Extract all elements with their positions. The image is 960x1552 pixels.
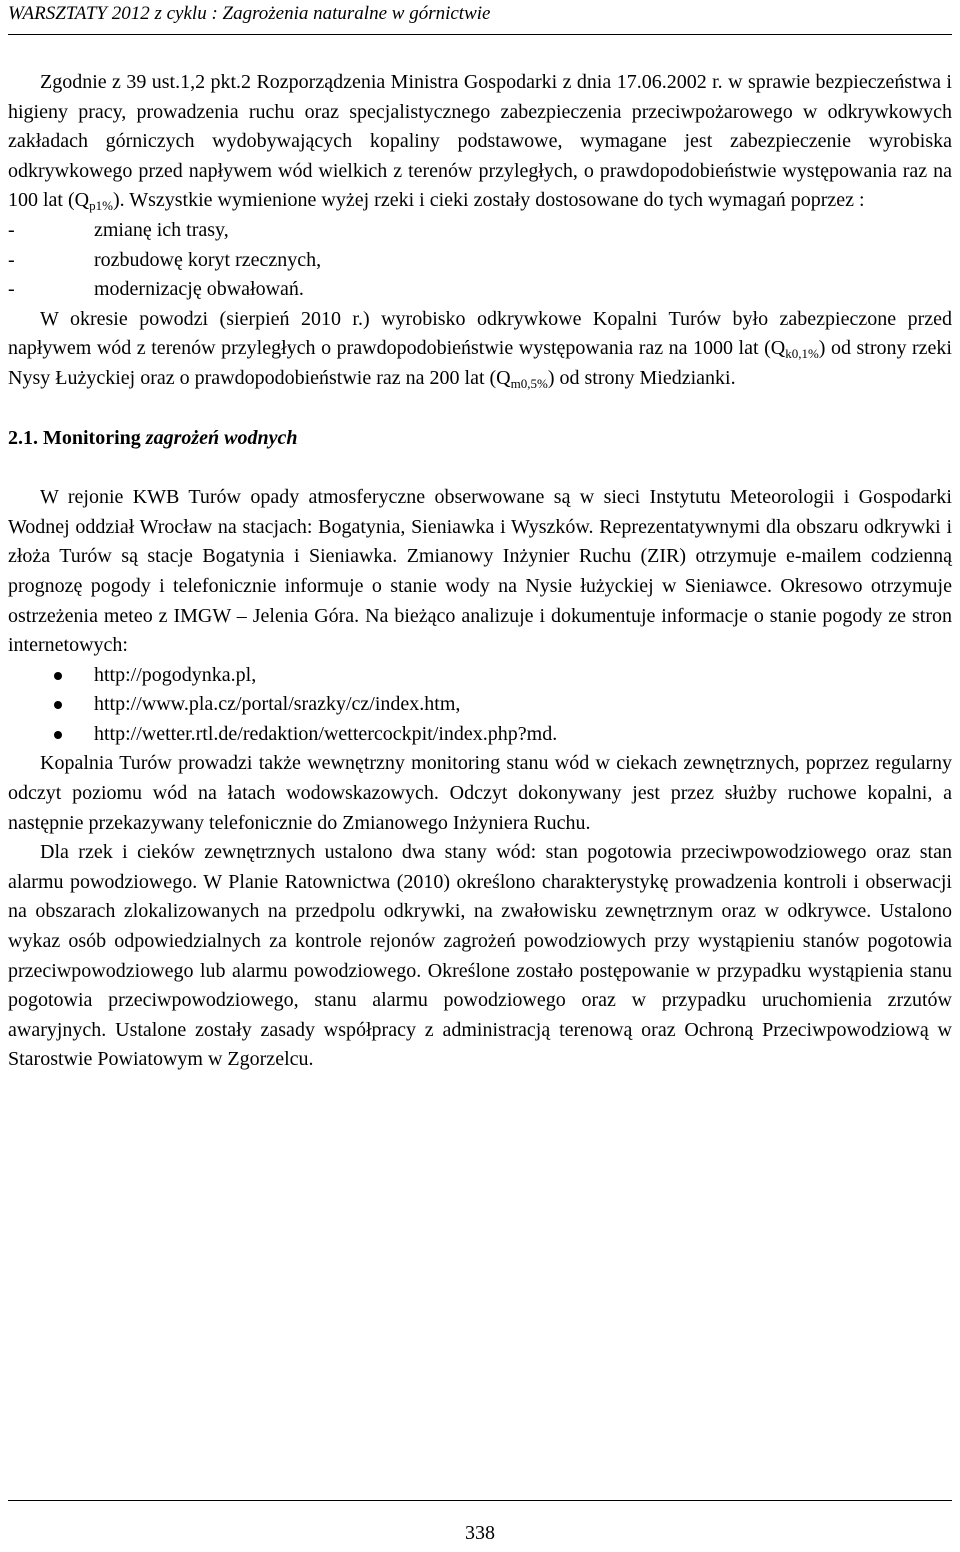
internal-monitoring-paragraph: Kopalnia Turów prowadzi także wewnętrzny monitoring stanu wód w ciekach zewnętrznych, poprzez regularny odczyt poziomu wód na łatach wodowskazowych. Odczyt dokonywany jest przez służby ruchowe kopalni, a następnie przekazywany telefonicznie do Zmianowego Inżyniera Ruchu. bbox=[8, 752, 952, 834]
pogodynka-link[interactable]: http://pogodynka.pl, bbox=[94, 663, 257, 686]
flood-paragraph: W okresie powodzi (sierpień 2010 r.) wyrobisko odkrywkowe Kopalni Turów było zabezpieczone przed napływem wód z terenów przyległych o prawdopodobieństwie występowania raz na 1000 lat $(Q_{k0,1\%})$ od strony rzeki Nysy Łużyckiej oraz o prawdopodobieństwie raz na 200 lat $(Q_{m0,5\%})$ od strony Miedzianki. bbox=[8, 307, 952, 391]
link-list-item bbox=[8, 690, 952, 720]
footer-divider bbox=[8, 1500, 952, 1501]
bullet-icon bbox=[8, 720, 94, 750]
link-list-item bbox=[8, 661, 952, 691]
pla-link[interactable]: http://www.pla.cz/portal/srazky/cz/index.htm, bbox=[94, 693, 461, 716]
dash-list-item: - zmianę ich trasy, bbox=[8, 218, 229, 241]
wetter-link[interactable]: http://wetter.rtl.de/redaktion/wettercockpit/index.php?md. bbox=[94, 722, 558, 745]
bullet-icon bbox=[8, 661, 94, 691]
dash-list-item: - rozbudowę koryt rzecznych, bbox=[8, 248, 322, 271]
page-number: 338 bbox=[465, 1522, 495, 1544]
intro-paragraph: Zgodnie z 39 ust.1,2 pkt.2 Rozporządzenia Ministra Gospodarki z dnia 17.06.2002 r. w sprawie bezpieczeństwa i higieny pracy, prowadzenia ruchu oraz specjalistycznego zabezpieczenia przeciwpożarowego w odkrywkowych zakładach górniczych wydobywających kopaliny podstawowe, wymagane jest zabezpieczenie wyrobiska odkrywkowego przed napływem wód wielkich z terenów przyległych, o prawdopodobieństwie występowania raz na 100 lat $(Q_{p1\%})$. Wszystkie wymienione wyżej rzeki i cieki zostały dostosowane do tych wymagań poprzez : bbox=[8, 71, 952, 214]
dash-list bbox=[8, 216, 952, 305]
dash-list-item: - modernizację obwałowań. bbox=[8, 278, 304, 301]
link-list-item bbox=[8, 720, 952, 750]
bullet-icon bbox=[8, 690, 94, 720]
section-heading: 2.1. Monitoring zagrożeń wodnych bbox=[8, 426, 298, 449]
body-text bbox=[8, 68, 952, 1075]
link-list bbox=[8, 661, 952, 750]
running-header: WARSZTATY 2012 z cyklu : Zagrożenia naturalne w górnictwie bbox=[8, 0, 952, 35]
water-states-paragraph: Dla rzek i cieków zewnętrznych ustalono dwa stany wód: stan pogotowia przeciwpowodziowego oraz stan alarmu powodziowego. W Planie Ratownictwa (2010) określono charakterystykę prowadzenia kontroli i obserwacji na obszarach zlokalizowanych na przedpolu odkrywki, na zwałowisku zewnętrznym oraz w odkrywce. Ustalono wykaz osób odpowiedzialnych za kontrole rejonów zagrożeń powodziowych przy wystąpieniu stanów pogotowia przeciwpowodziowego lub alarmu powodziowego. Określone zostało postępowanie w przypadku wystąpienia stanu pogotowia przeciwpowodziowego, stanu alarmu powodziowego oraz w przypadku uruchomienia zrzutów awaryjnych. Ustalone zostały zasady współpracy z administracją terenową oraz Ochroną Przeciwpowodziową w Starostwie Powiatowym w Zgorzelcu. bbox=[8, 841, 952, 1071]
monitoring-paragraph: W rejonie KWB Turów opady atmosferyczne obserwowane są w sieci Instytutu Meteorologii i Gospodarki Wodnej oddział Wrocław na stacjach: Bogatynia, Sieniawka i Wyszków. Reprezentatywnymi dla obszaru odkrywki i złoża Turów są stacje Bogatynia i Sieniawka. Zmianowy Inżynier Ruchu (ZIR) otrzymuje e-mailem codzienną prognozę pogody i telefonicznie informuje o stanie wody na Nysie łużyckiej w Sieniawce. Okresowo otrzymuje ostrzeżenia meteo z IMGW – Jelenia Góra. Na bieżąco analizuje i dokumentuje informacje o stanie pogody ze stron internetowych: bbox=[8, 486, 952, 657]
